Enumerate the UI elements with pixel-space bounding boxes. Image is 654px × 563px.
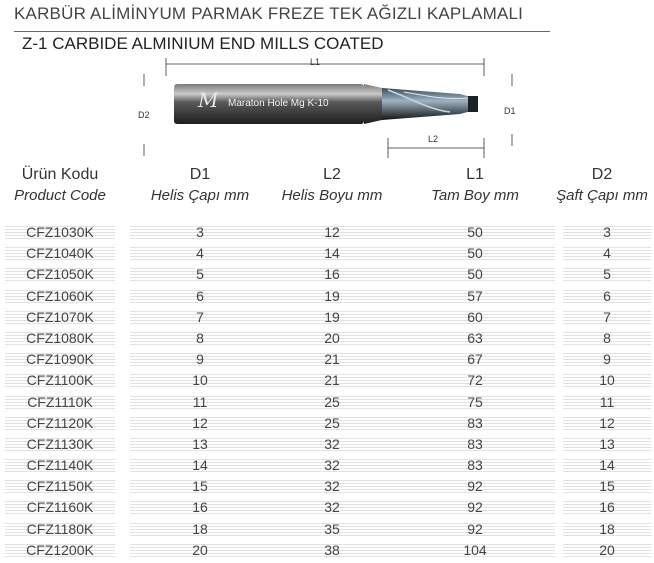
table-row: [0, 476, 654, 497]
l1-cell: 50: [395, 266, 555, 282]
d1-cell: 8: [130, 330, 270, 346]
product-code-cell: CFZ1040K: [5, 245, 115, 261]
l2-cell: 20: [262, 330, 402, 346]
l1-cell: 50: [395, 245, 555, 261]
d2-cell: 15: [563, 478, 651, 494]
product-code-cell: CFZ1150K: [5, 478, 115, 494]
title-divider: [14, 31, 550, 32]
table-row: [0, 328, 654, 349]
d2-cell: 11: [563, 394, 651, 410]
d1-cell: 16: [130, 499, 270, 515]
d1-cell: 14: [130, 457, 270, 473]
l2-cell: 12: [262, 224, 402, 240]
product-code-cell: CFZ1090K: [5, 351, 115, 367]
d2-cell: 13: [563, 436, 651, 452]
tool-engraving: Maraton Hole Mg K-10: [228, 98, 329, 109]
l1-cell: 104: [395, 542, 555, 558]
d2-cell: 18: [563, 521, 651, 537]
table-row: [0, 370, 654, 391]
l2-cell: 19: [262, 288, 402, 304]
l1-cell: 83: [395, 457, 555, 473]
d1-cell: 13: [130, 436, 270, 452]
l2-cell: 32: [262, 436, 402, 452]
l1-cell: 50: [395, 224, 555, 240]
product-code-cell: CFZ1110K: [5, 394, 115, 410]
product-code-cell: CFZ1060K: [5, 288, 115, 304]
label-d2: D2: [138, 110, 150, 120]
l1-cell: 92: [395, 521, 555, 537]
d1-cell: 12: [130, 415, 270, 431]
d2-cell: 8: [563, 330, 651, 346]
product-code-cell: CFZ1200K: [5, 542, 115, 558]
l2-cell: 32: [262, 499, 402, 515]
d1-cell: 20: [130, 542, 270, 558]
table-row: [0, 243, 654, 264]
l1-cell: 60: [395, 309, 555, 325]
label-l1: L1: [310, 57, 321, 67]
label-l2: L2: [428, 134, 439, 144]
header-l1: L1 Tam Boy mm: [431, 166, 519, 204]
table-row: [0, 349, 654, 370]
product-code-cell: CFZ1120K: [5, 415, 115, 431]
title-english: Z-1 CARBIDE ALMINIUM END MILLS COATED: [22, 34, 384, 53]
table-row: [0, 519, 654, 540]
product-code-cell: CFZ1080K: [5, 330, 115, 346]
l1-cell: 92: [395, 499, 555, 515]
product-code-cell: CFZ1140K: [5, 457, 115, 473]
d2-cell: 3: [563, 224, 651, 240]
header-d2: D2 Şaft Çapı mm: [556, 166, 648, 204]
header-d1: D1 Helis Çapı mm: [150, 166, 250, 204]
d2-cell: 12: [563, 415, 651, 431]
brand-logo: M: [198, 88, 219, 112]
l1-cell: 63: [395, 330, 555, 346]
product-table: [0, 222, 654, 561]
d1-cell: 7: [130, 309, 270, 325]
l2-cell: 19: [262, 309, 402, 325]
product-code-cell: CFZ1050K: [5, 266, 115, 282]
d2-cell: 16: [563, 499, 651, 515]
d2-cell: 5: [563, 266, 651, 282]
l2-cell: 32: [262, 478, 402, 494]
d2-cell: 9: [563, 351, 651, 367]
product-code-cell: CFZ1100K: [5, 372, 115, 388]
d2-cell: 14: [563, 457, 651, 473]
l2-cell: 25: [262, 415, 402, 431]
d1-cell: 6: [130, 288, 270, 304]
d1-cell: 9: [130, 351, 270, 367]
l1-cell: 72: [395, 372, 555, 388]
l1-cell: 75: [395, 394, 555, 410]
end-mill-drawing: [130, 54, 530, 164]
tool-neck: [364, 84, 382, 124]
l2-cell: 14: [262, 245, 402, 261]
d1-cell: 5: [130, 266, 270, 282]
l2-cell: 32: [262, 457, 402, 473]
table-row: [0, 497, 654, 518]
d1-cell: 18: [130, 521, 270, 537]
product-code-cell: CFZ1130K: [5, 436, 115, 452]
l2-cell: 35: [262, 521, 402, 537]
header-l2: L2 Helis Boyu mm: [281, 166, 383, 204]
d1-cell: 3: [130, 224, 270, 240]
table-row: [0, 392, 654, 413]
l2-cell: 38: [262, 542, 402, 558]
d2-cell: 4: [563, 245, 651, 261]
table-row: [0, 455, 654, 476]
end-mill-diagram: [130, 54, 530, 164]
table-row: [0, 286, 654, 307]
table-row: [0, 307, 654, 328]
l2-cell: 21: [262, 372, 402, 388]
d2-cell: 20: [563, 542, 651, 558]
l1-cell: 83: [395, 436, 555, 452]
product-code-cell: CFZ1160K: [5, 499, 115, 515]
d2-cell: 7: [563, 309, 651, 325]
product-code-cell: CFZ1070K: [5, 309, 115, 325]
d2-cell: 10: [563, 372, 651, 388]
table-row: [0, 413, 654, 434]
table-row: [0, 222, 654, 243]
d1-cell: 11: [130, 394, 270, 410]
table-row: [0, 540, 654, 561]
d1-cell: 15: [130, 478, 270, 494]
header-product-code: Ürün Kodu Product Code: [14, 166, 106, 204]
label-d1: D1: [504, 106, 516, 116]
product-code-cell: CFZ1030K: [5, 224, 115, 240]
l2-cell: 21: [262, 351, 402, 367]
d1-cell: 10: [130, 372, 270, 388]
l1-cell: 67: [395, 351, 555, 367]
l1-cell: 57: [395, 288, 555, 304]
d1-cell: 4: [130, 245, 270, 261]
product-code-cell: CFZ1180K: [5, 521, 115, 537]
l1-cell: 92: [395, 478, 555, 494]
d2-cell: 6: [563, 288, 651, 304]
l1-cell: 83: [395, 415, 555, 431]
title-turkish: KARBÜR ALİMİNYUM PARMAK FREZE TEK AĞIZLI KAPLAMALI: [14, 4, 524, 23]
l2-cell: 25: [262, 394, 402, 410]
table-row: [0, 434, 654, 455]
l2-cell: 16: [262, 266, 402, 282]
table-row: [0, 264, 654, 285]
